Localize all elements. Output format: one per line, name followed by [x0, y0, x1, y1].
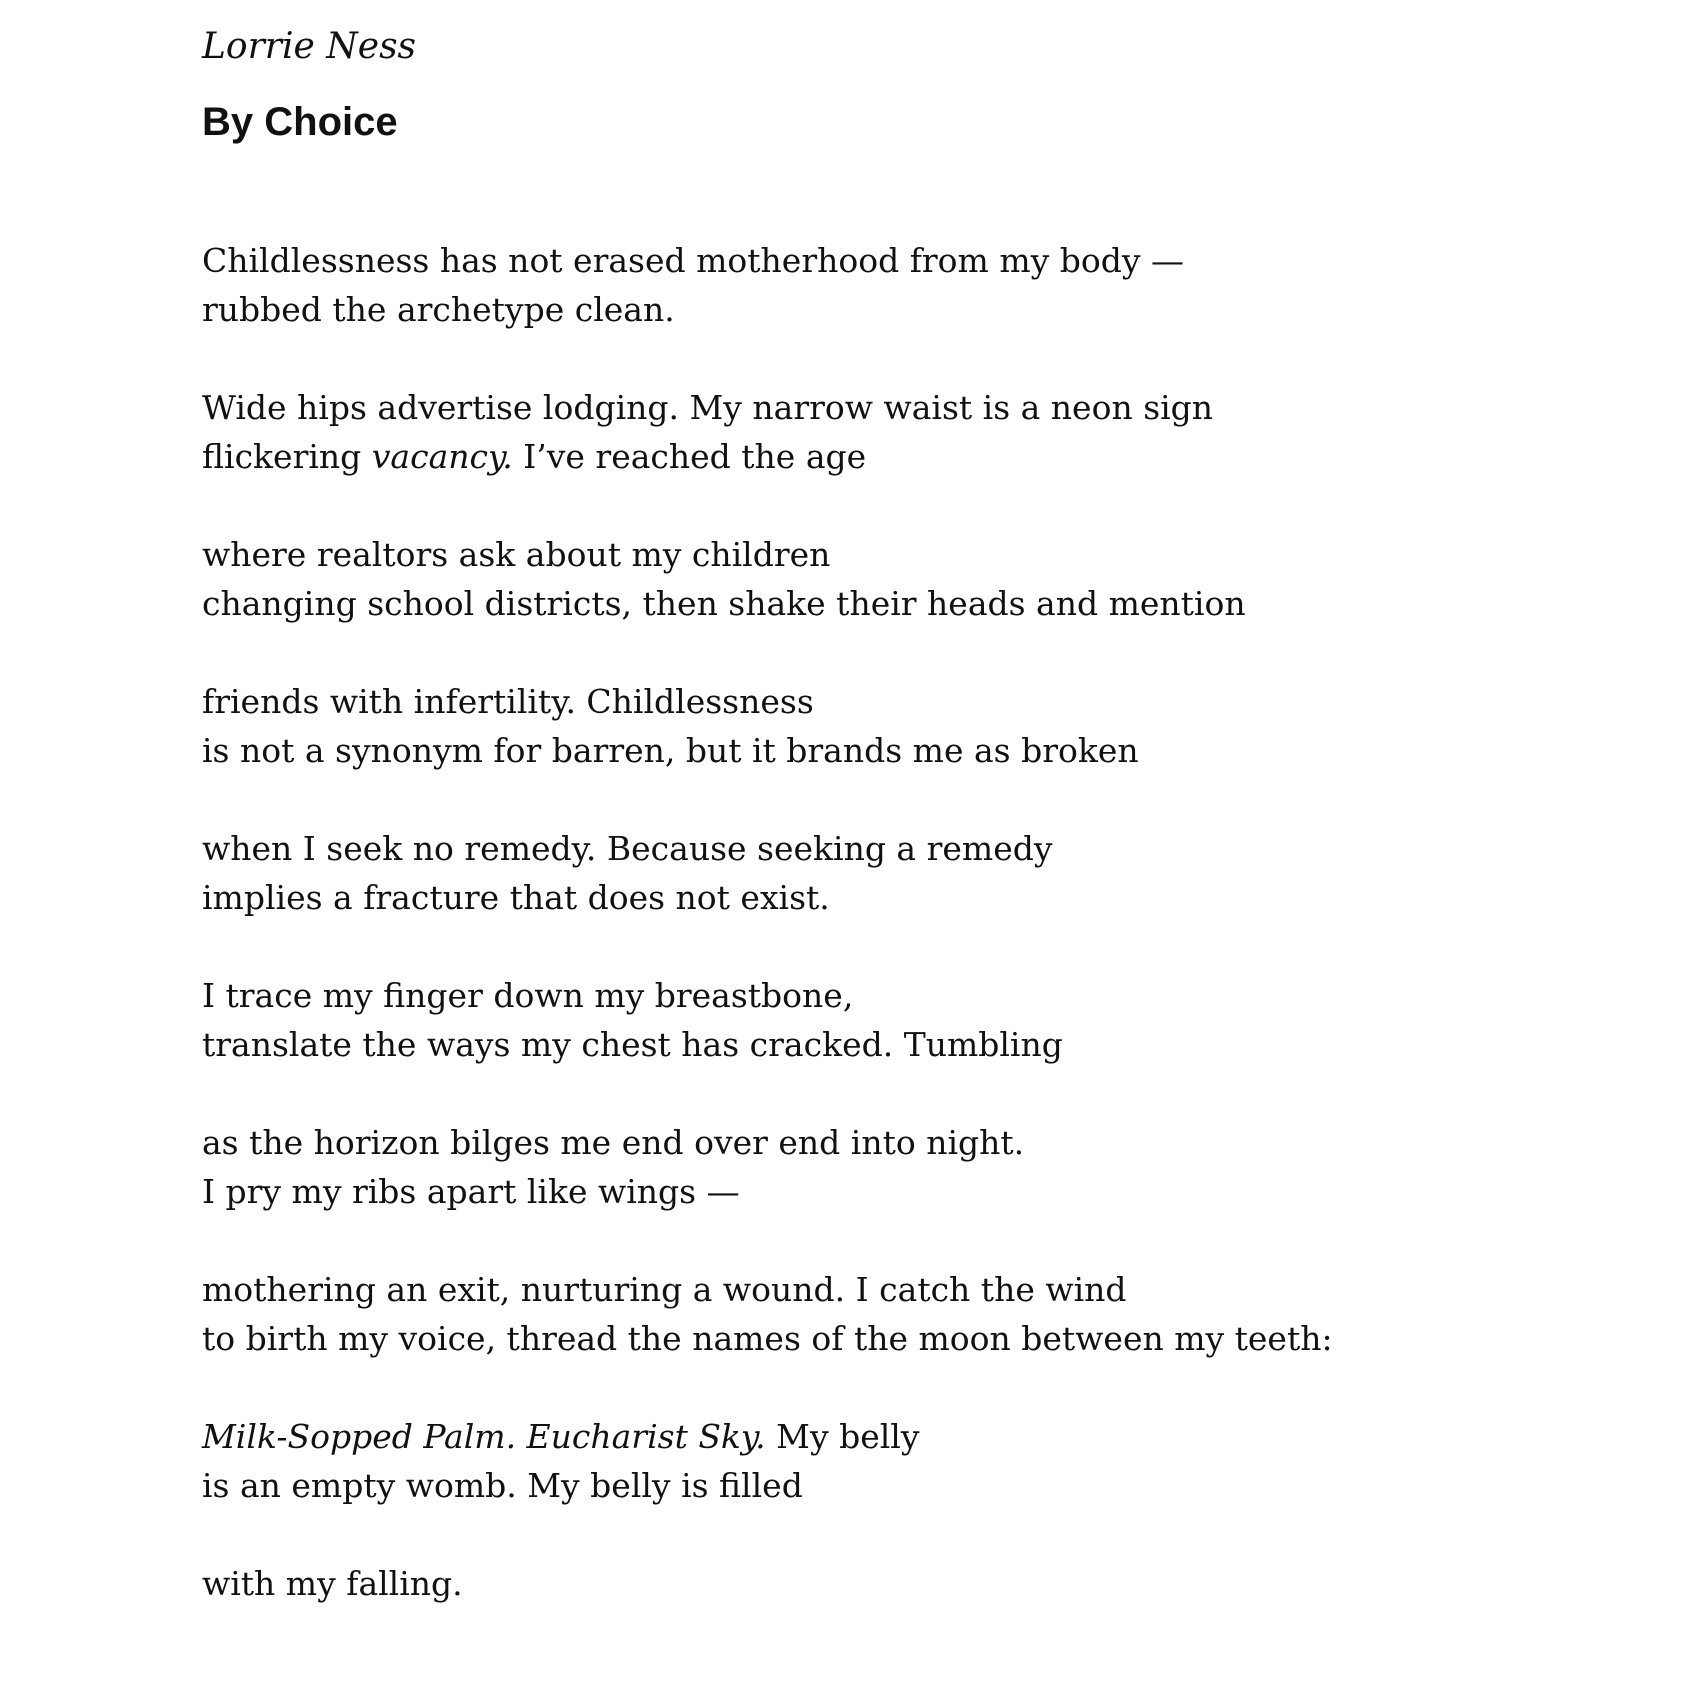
- poem-stanza: [202, 236, 1602, 334]
- poem-line: friends with infertility. Childlessness: [202, 682, 814, 721]
- poem-line: to birth my voice, thread the names of the moon between my teeth:: [202, 1319, 1333, 1358]
- poem-line: [202, 1412, 1602, 1461]
- poem-line: translate the ways my chest has cracked. Tumbling: [202, 1025, 1063, 1064]
- poem-stanza: [202, 1265, 1602, 1363]
- poem-stanza: [202, 1412, 1602, 1510]
- poem-line: changing school districts, then shake their heads and mention: [202, 584, 1246, 623]
- poem-stanza: [202, 1559, 1602, 1608]
- poem-line: is not a synonym for barren, but it brands me as broken: [202, 731, 1139, 770]
- poem-stanza: [202, 971, 1602, 1069]
- poem-line: rubbed the archetype clean.: [202, 290, 675, 329]
- poem-line: Childlessness has not erased motherhood from my body —: [202, 241, 1185, 280]
- poem-line: implies a fracture that does not exist.: [202, 878, 830, 917]
- poem-stanza: [202, 677, 1602, 775]
- poem-stanza: [202, 824, 1602, 922]
- poem-line: I pry my ribs apart like wings —: [202, 1172, 740, 1211]
- author-name: Lorrie Ness: [202, 26, 417, 67]
- poem-body: [202, 236, 1602, 1657]
- poem-line: when I seek no remedy. Because seeking a remedy: [202, 829, 1053, 868]
- poem-title: By Choice: [202, 100, 398, 144]
- italic-phrase: vacancy.: [371, 437, 513, 476]
- poem-line: is an empty womb. My belly is filled: [202, 1466, 803, 1505]
- poem-line: I trace my finger down my breastbone,: [202, 976, 854, 1015]
- poem-line: [202, 432, 1602, 481]
- poem-line: with my falling.: [202, 1564, 463, 1603]
- poem-line: where realtors ask about my children: [202, 535, 831, 574]
- poem-stanza: [202, 1118, 1602, 1216]
- poem-stanza: [202, 530, 1602, 628]
- poem-line: mothering an exit, nurturing a wound. I catch the wind: [202, 1270, 1127, 1309]
- line-text: My belly: [765, 1417, 920, 1456]
- poem-line: as the horizon bilges me end over end into night.: [202, 1123, 1025, 1162]
- italic-phrase: Milk-Sopped Palm. Eucharist Sky.: [202, 1417, 766, 1456]
- poem-stanza: [202, 383, 1602, 481]
- line-text: flickering: [202, 437, 372, 476]
- poem-line: Wide hips advertise lodging. My narrow waist is a neon sign: [202, 388, 1214, 427]
- line-text: I’ve reached the age: [512, 437, 867, 476]
